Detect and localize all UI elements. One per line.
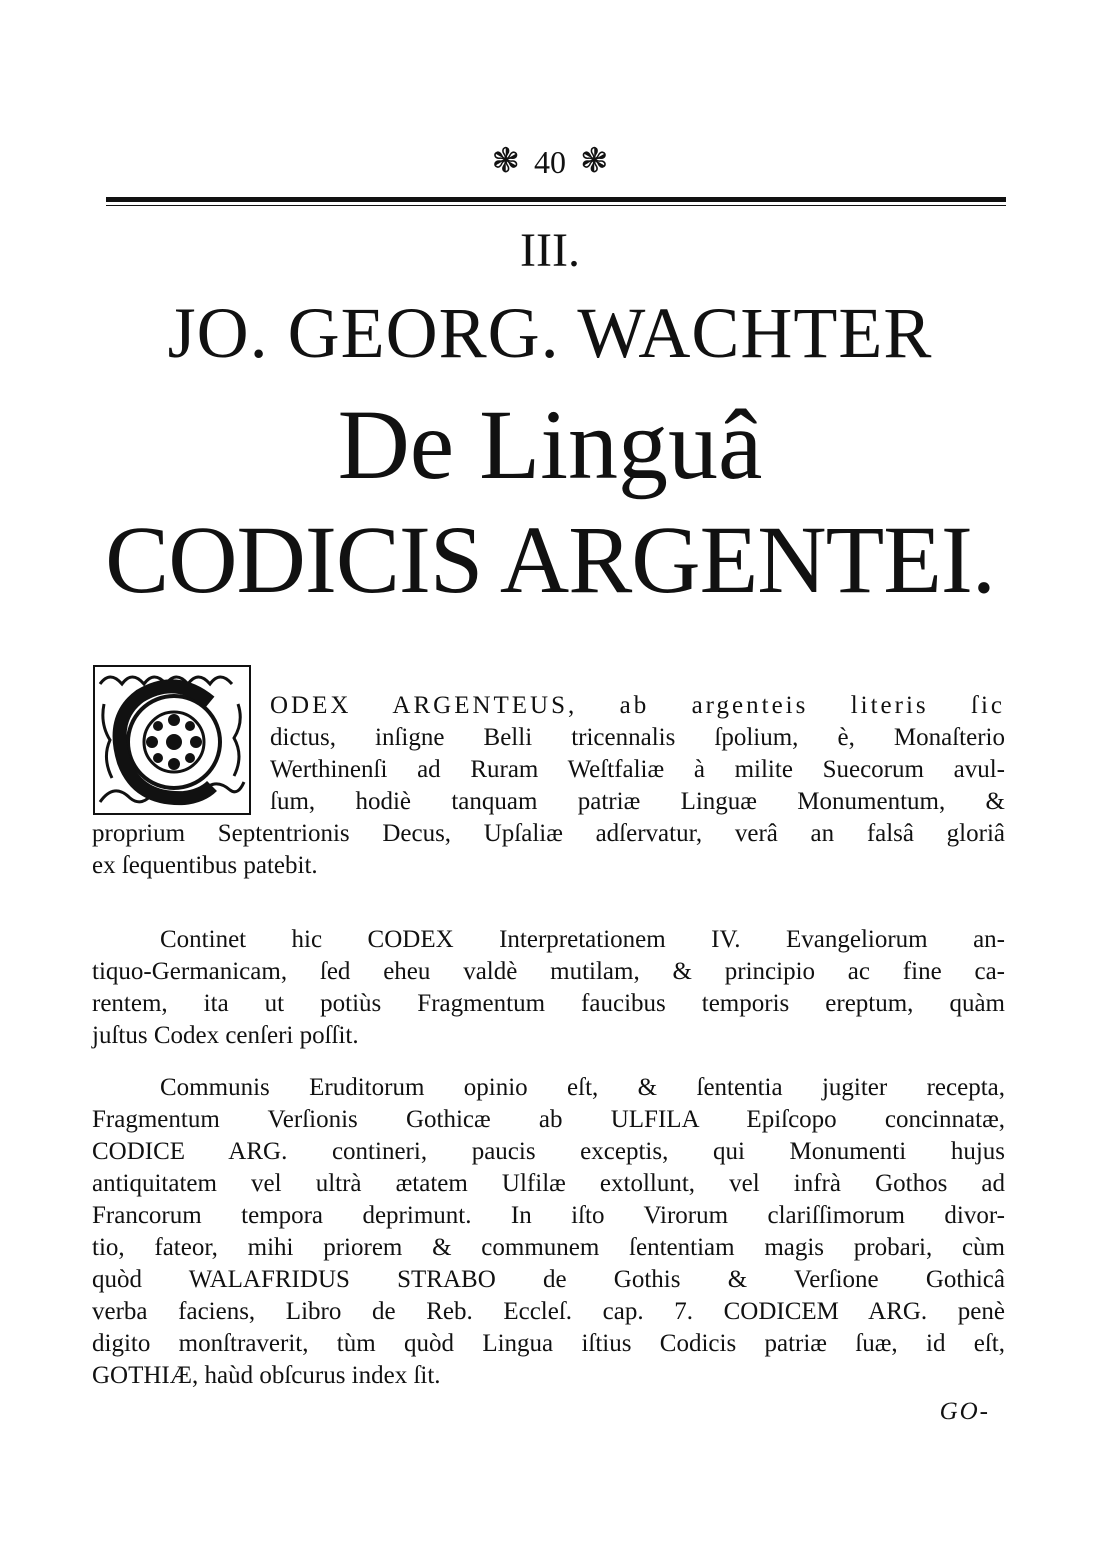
text-line: Communis Eruditorum opinio eſt, & ſententia jugiter recepta, [160,1074,1005,1101]
catchword: GO- [939,1398,990,1425]
author-name: JO. GEORG. WACHTER [167,293,933,373]
page-header [0,138,1100,182]
paragraph-3 [92,1072,1005,1392]
text-line: Fragmentum Verſionis Gothicæ ab ULFILA Epiſcopo concinnatæ, [92,1106,1005,1133]
decorated-initial-icon [92,664,252,816]
text-line: antiquitatem vel ultrà ætatem Ulfilæ extollunt, vel infrà Gothos ad [92,1170,1005,1197]
text-line: proprium Septentrionis Decus, Upſaliæ adſervatur, verâ an falsâ gloriâ [92,820,1005,847]
text-line: ex ſequentibus patebit. [92,852,318,879]
text-line: dictus, inſigne Belli tricennalis ſpolium, è, Monaſterio [270,724,1005,751]
text-line: Werthinenſi ad Ruram Weſtfaliæ à milite Suecorum avul- [270,756,1005,783]
text-line: ODEX ARGENTEUS, ab argenteis literis ſic [270,692,1005,719]
header-rule-thin [106,205,1006,206]
text-line: juſtus Codex cenſeri poſſit. [92,1022,359,1049]
text-line: tio, fateor, mihi priorem & communem ſententiam magis probari, cùm [92,1234,1005,1261]
title-line-1: De Linguâ [337,389,763,500]
text-line: quòd WALAFRIDUS STRABO de Gothis & Verſione Gothicâ [92,1266,1005,1293]
text-line: Francorum tempora deprimunt. In iſto Virorum clariſſimorum divor- [92,1202,1005,1229]
text-line: digito monſtraverit, tùm quòd Lingua iſtius Codicis patriæ ſuæ, id eſt, [92,1330,1005,1357]
paragraph-1-continued [92,818,1005,882]
title-line-2: CODICIS ARGENTEI. [105,506,995,613]
paragraph-1-indented [270,690,1005,818]
text-line: tiquo-Germanicam, ſed eheu valdè mutilam, & principio ac fine ca- [92,958,1005,985]
paragraph-2 [92,924,1005,1052]
header-rule [106,197,1006,202]
text-line: CODICE ARG. contineri, paucis exceptis, qui Monumenti hujus [92,1138,1005,1165]
text-line: verba faciens, Libro de Reb. Eccleſ. cap. 7. CODICEM ARG. penè [92,1298,1005,1325]
page-number: 40 [534,143,566,180]
text-line: GOTHIÆ, haùd obſcurus index ſit. [92,1362,441,1389]
text-line: rentem, ita ut potiùs Fragmentum faucibus temporis ereptum, quàm [92,990,1005,1017]
flower-ornament-icon: ❃ [580,142,609,180]
flower-ornament-icon: ❃ [491,142,520,180]
text-line: ſum, hodiè tanquam patriæ Linguæ Monumentum, & [270,788,1005,815]
section-number: III. [520,224,580,277]
text-line: Continet hic CODEX Interpretationem IV. Evangeliorum an- [160,926,1005,953]
